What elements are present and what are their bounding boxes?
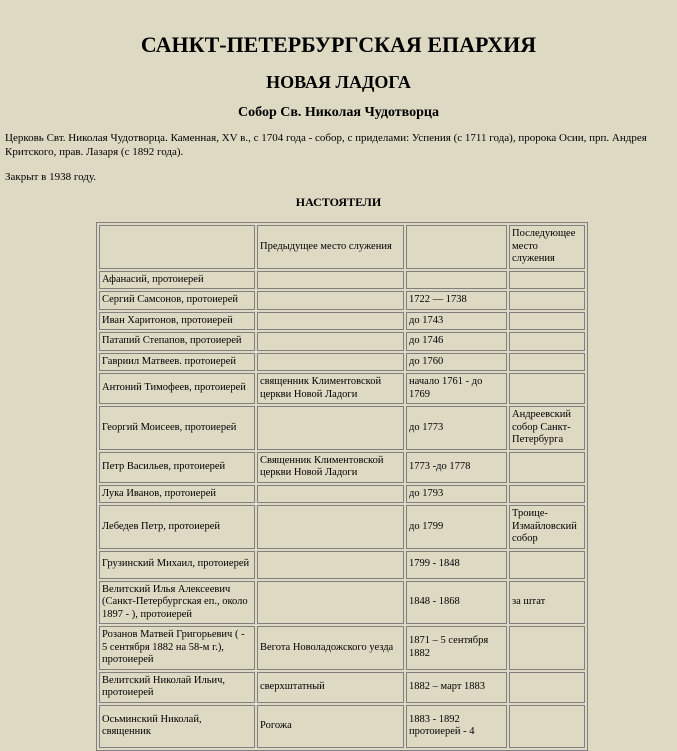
cell-years: 1848 - 1868	[406, 581, 507, 625]
table-row	[99, 626, 585, 670]
cell-years: 1773 -до 1778	[406, 452, 507, 483]
cell-years: до 1743	[406, 312, 507, 331]
cell-next-place	[509, 373, 585, 404]
cell-name: Петр Васильев, протоиерей	[99, 452, 255, 483]
cell-prev-place	[257, 332, 404, 351]
cell-next-place: за штат	[509, 581, 585, 625]
cell-name: Патапий Степапов, протоиерей	[99, 332, 255, 351]
cell-years: 1799 - 1848	[406, 551, 507, 579]
cell-prev-place: Рогожа	[257, 705, 404, 748]
church-title: Собор Св. Николая Чудотворца	[238, 105, 439, 120]
cell-name: Грузинский Михаил, протоиерей	[99, 551, 255, 579]
table-row	[99, 452, 585, 483]
cell-next-place	[509, 672, 585, 703]
cell-next-place	[509, 332, 585, 351]
cell-years: 1882 – март 1883	[406, 672, 507, 703]
cell-name: Лука Иванов, протоиерей	[99, 485, 255, 504]
section-title: НАСТОЯТЕЛИ	[295, 195, 382, 209]
cell-years: до 1746	[406, 332, 507, 351]
cell-prev-place	[257, 505, 404, 549]
cell-years	[406, 271, 507, 290]
cell-prev-place: Вегота Новоладожского уезда	[257, 626, 404, 670]
cell-name: Розанов Матвей Григорьевич ( - 5 сентября 1882 на 58-м г.), протоиерей	[99, 626, 255, 670]
table-row	[99, 353, 585, 372]
diocese-title: САНКТ-ПЕТЕРБУРГСКАЯ ЕПАРХИЯ	[140, 32, 537, 57]
cell-name: Гавриил Матвеев. протоиерей	[99, 353, 255, 372]
cell-next-place	[509, 485, 585, 504]
header-cell-prev: Предыдущее место служения	[257, 225, 404, 269]
cell-name: Лебедев Петр, протоиерей	[99, 505, 255, 549]
table-row	[99, 505, 585, 549]
table-row	[99, 705, 585, 748]
cell-prev-place	[257, 581, 404, 625]
cell-name: Иван Харитонов, протоиерей	[99, 312, 255, 331]
cell-prev-place	[257, 291, 404, 310]
table-row	[99, 551, 585, 579]
cell-next-place	[509, 291, 585, 310]
table-row	[99, 291, 585, 310]
cell-name: Велитский Илья Алексеевич (Санкт-Петербургская еп., около 1897 - ), протоиерей	[99, 581, 255, 625]
cell-prev-place	[257, 271, 404, 290]
cell-name: Георгий Моисеев, протоиерей	[99, 406, 255, 450]
table-row	[99, 581, 585, 625]
cell-prev-place	[257, 312, 404, 331]
table-row	[99, 485, 585, 504]
cell-years: 1722 — 1738	[406, 291, 507, 310]
cell-prev-place	[257, 485, 404, 504]
cell-prev-place	[257, 353, 404, 372]
city-title: НОВАЯ ЛАДОГА	[266, 72, 411, 92]
cell-name: Сергий Самсонов, протоиерей	[99, 291, 255, 310]
cell-next-place: Андреевский собор Санкт-Петербурга	[509, 406, 585, 450]
cell-years: до 1793	[406, 485, 507, 504]
cell-years: до 1799	[406, 505, 507, 549]
cell-name: Осьминский Николай, священник	[99, 705, 255, 748]
table-row	[99, 312, 585, 331]
cell-next-place	[509, 551, 585, 579]
cell-years: начало 1761 - до 1769	[406, 373, 507, 404]
cell-prev-place: священник Климентовской церкви Новой Ладоги	[257, 373, 404, 404]
cell-prev-place: Священник Климентовской церкви Новой Ладоги	[257, 452, 404, 483]
table-row	[99, 373, 585, 404]
cell-prev-place: сверхштатный	[257, 672, 404, 703]
cell-next-place	[509, 312, 585, 331]
rectors-table	[96, 222, 588, 751]
cell-name: Велитский Николай Ильич, протоиерей	[99, 672, 255, 703]
cell-next-place	[509, 626, 585, 670]
table-row	[99, 271, 585, 290]
header-cell-years	[406, 225, 507, 269]
closed-note: Закрыт в 1938 году.	[5, 171, 97, 183]
header-cell-next: Последующее место служения	[509, 225, 585, 269]
table-row	[99, 332, 585, 351]
table-header-row	[99, 225, 585, 269]
cell-name: Антоний Тимофеев, протоиерей	[99, 373, 255, 404]
church-description: Церковь Свт. Николая Чудотворца. Каменная, XV в., с 1704 года - собор, с приделами: Успения (с 1711 года), пророка Осии, прп. Андрея Критского, прав. Лазаря (с 1892 года).	[5, 132, 647, 158]
cell-next-place	[509, 705, 585, 748]
cell-next-place: Троице-Измайловский собор	[509, 505, 585, 549]
cell-next-place	[509, 353, 585, 372]
cell-prev-place	[257, 551, 404, 579]
cell-years: 1883 - 1892 протоиерей - 4	[406, 705, 507, 748]
cell-prev-place	[257, 406, 404, 450]
table-row	[99, 406, 585, 450]
table-row	[99, 672, 585, 703]
header-cell-name	[99, 225, 255, 269]
cell-years: 1871 – 5 сентября 1882	[406, 626, 507, 670]
cell-next-place	[509, 271, 585, 290]
cell-name: Афанасий, протоиерей	[99, 271, 255, 290]
cell-years: до 1773	[406, 406, 507, 450]
cell-next-place	[509, 452, 585, 483]
cell-years: до 1760	[406, 353, 507, 372]
